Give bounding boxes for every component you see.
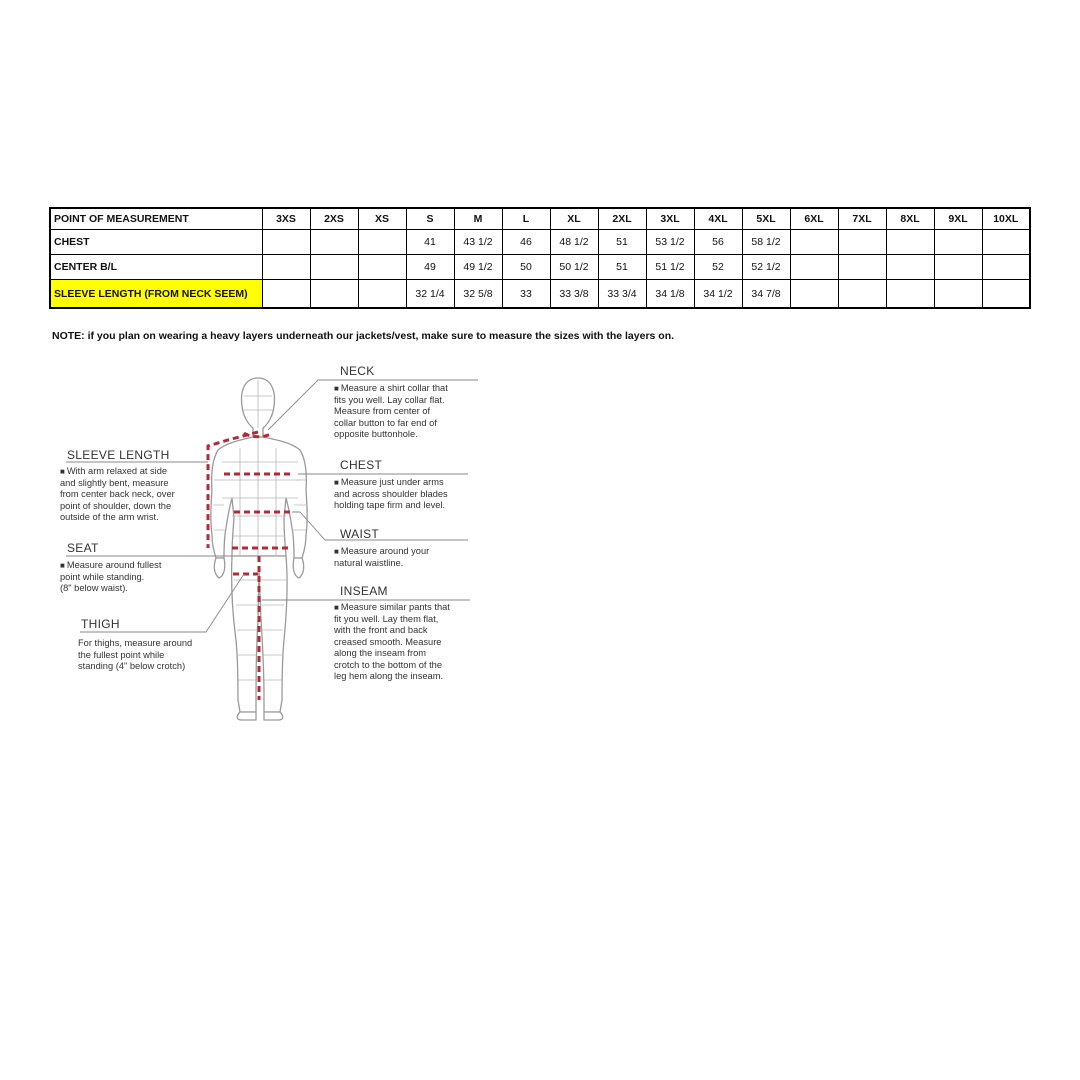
header-size-3xs: 3XS — [262, 208, 310, 230]
header-size-4xl: 4XL — [694, 208, 742, 230]
table-cell: 34 1/8 — [646, 280, 694, 309]
table-cell: 34 1/2 — [694, 280, 742, 309]
header-size-xs: XS — [358, 208, 406, 230]
header-size-s: S — [406, 208, 454, 230]
table-cell: 50 1/2 — [550, 255, 598, 280]
thigh-description: For thighs, measure around the fullest point while standing (4" below crotch) — [78, 638, 193, 671]
table-cell: 32 5/8 — [454, 280, 502, 309]
table-cell: 34 7/8 — [742, 280, 790, 309]
table-cell: 53 1/2 — [646, 230, 694, 255]
row-label: CENTER B/L — [50, 255, 262, 280]
layering-note: NOTE: if you plan on wearing a heavy layers underneath our jackets/vest, make sure to measure the sizes with the layers on. — [52, 330, 675, 342]
neck-description: ■ Measure a shirt collar that fits you well. Lay collar flat. Measure from center of collar button to far end of opposite buttonhole. — [334, 383, 448, 439]
inseam-description: ■ Measure similar pants that fit you well. Lay them flat, with the front and back creased smooth. Measure along the inseam from crotch to the bottom of the leg hem along the inseam. — [334, 602, 450, 681]
header-size-xl: XL — [550, 208, 598, 230]
chest-description: ■ Measure just under arms and across shoulder blades holding tape firm and level. — [334, 477, 448, 510]
waist-heading: WAIST — [340, 527, 380, 541]
row-label: CHEST — [50, 230, 262, 255]
thigh-heading: THIGH — [81, 617, 120, 631]
header-size-6xl: 6XL — [790, 208, 838, 230]
neck-heading: NECK — [340, 364, 375, 378]
seat-description: ■ Measure around fullest point while standing. (8" below waist). — [60, 560, 162, 593]
table-cell: 33 3/4 — [598, 280, 646, 309]
table-cell: 33 3/8 — [550, 280, 598, 309]
header-size-m: M — [454, 208, 502, 230]
header-size-7xl: 7XL — [838, 208, 886, 230]
header-size-2xs: 2XS — [310, 208, 358, 230]
table-cell: 52 — [694, 255, 742, 280]
table-cell: 43 1/2 — [454, 230, 502, 255]
waist-description: ■ Measure around your natural waistline. — [334, 546, 430, 568]
table-cell: 33 — [502, 280, 550, 309]
table-cell: 56 — [694, 230, 742, 255]
header-size-l: L — [502, 208, 550, 230]
header-size-3xl: 3XL — [646, 208, 694, 230]
inseam-heading: INSEAM — [340, 584, 388, 598]
table-cell: 58 1/2 — [742, 230, 790, 255]
table-cell: 48 1/2 — [550, 230, 598, 255]
sleeve-length-description: ■ With arm relaxed at side and slightly bent, measure from center back neck, over point of shoulder, down the outside of the arm wrist. — [60, 466, 175, 522]
table-cell: 41 — [406, 230, 454, 255]
row-label: SLEEVE LENGTH (FROM NECK SEEM) — [50, 280, 262, 309]
chest-heading: CHEST — [340, 458, 383, 472]
table-cell: 49 — [406, 255, 454, 280]
table-cell: 51 — [598, 230, 646, 255]
seat-heading: SEAT — [67, 541, 99, 555]
header-size-8xl: 8XL — [886, 208, 934, 230]
header-point-of-measurement: POINT OF MEASUREMENT — [50, 208, 262, 230]
table-cell: 46 — [502, 230, 550, 255]
sleeve-length-heading: SLEEVE LENGTH — [67, 448, 170, 462]
table-cell: 51 — [598, 255, 646, 280]
header-size-2xl: 2XL — [598, 208, 646, 230]
header-size-10xl: 10XL — [982, 208, 1030, 230]
table-cell: 32 1/4 — [406, 280, 454, 309]
table-cell: 50 — [502, 255, 550, 280]
table-cell: 49 1/2 — [454, 255, 502, 280]
header-size-9xl: 9XL — [934, 208, 982, 230]
table-cell: 52 1/2 — [742, 255, 790, 280]
table-cell: 51 1/2 — [646, 255, 694, 280]
header-size-5xl: 5XL — [742, 208, 790, 230]
